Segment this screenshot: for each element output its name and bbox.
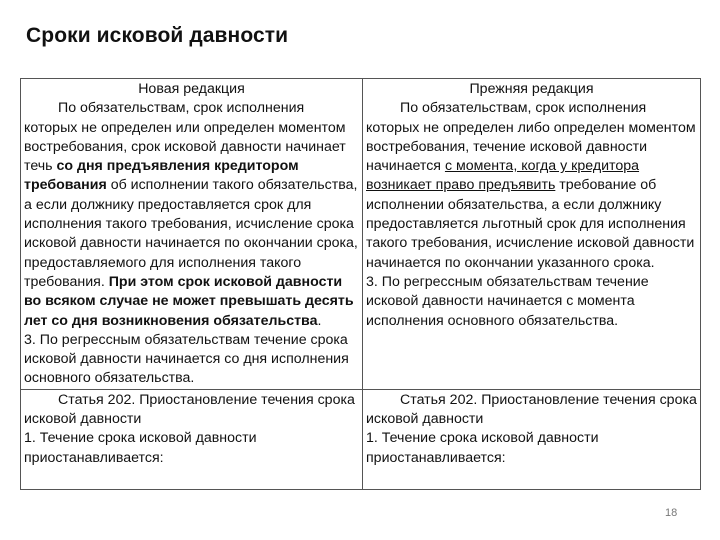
table-row bbox=[21, 389, 701, 489]
old-edition-paragraph bbox=[366, 99, 697, 273]
old-regress-paragraph: 3. По регрессным обязательствам течение исковой давности начинается с момента исполнения основного обязательства. bbox=[366, 273, 649, 329]
new-edition-header: Новая редакция bbox=[138, 81, 245, 97]
old-edition-cell bbox=[363, 79, 701, 390]
new-text-part: . bbox=[317, 312, 322, 329]
comparison-table bbox=[20, 78, 701, 490]
new-bold-phrase: со дня предъявления кредитором требования bbox=[24, 158, 299, 194]
old-edition-header: Прежняя редакция bbox=[469, 81, 594, 97]
old-underlined-phrase: с момента, когда у кредитора возникает право предъявить bbox=[366, 158, 640, 194]
old-article-202-heading: Статья 202. Приостановление течения срока исковой давности bbox=[366, 391, 697, 428]
page-number: 18 bbox=[665, 507, 678, 519]
new-article-202-item: 1. Течение срока исковой давности приостанавливается: bbox=[24, 430, 257, 466]
new-bold-limit-phrase: При этом срок исковой давности во всяком случае не может превышать десять лет со дня возникновения обязательства bbox=[24, 273, 354, 329]
old-text-part: По обязательствам, срок исполнения которых не определен либо определен моментом востребования, течение исковой давности начинается bbox=[366, 100, 696, 175]
old-text-part: требование об исполнении обязательства, а если должнику предоставляется льготный срок для исполнения такого требования, исчисление исковой давности начинается по окончании указанного срока. bbox=[366, 177, 695, 271]
new-regress-paragraph: 3. По регрессным обязательствам течение срока исковой давности начинается со дня исполнения основного обязательства. bbox=[24, 331, 349, 387]
new-article-202-cell bbox=[21, 389, 363, 489]
new-text-part: об исполнении такого обязательства, а если должнику предоставляется срок для исполнения такого требования, исчисление срока исковой давности начинается по окончании срока, предоставляемого для исполнения такого требования. bbox=[24, 177, 358, 290]
old-article-202-item: 1. Течение срока исковой давности приостанавливается: bbox=[366, 430, 599, 466]
table-row bbox=[21, 79, 701, 390]
slide-title: Сроки исковой давности bbox=[26, 24, 289, 47]
new-article-202-heading: Статья 202. Приостановление течения срока исковой давности bbox=[24, 391, 355, 428]
new-edition-cell bbox=[21, 79, 363, 390]
new-edition-paragraph bbox=[24, 99, 359, 331]
new-text-part: По обязательствам, срок исполнения которых не определен или определен моментом востребования, срок исковой давности начинает течь bbox=[24, 100, 346, 175]
old-article-202-cell bbox=[363, 389, 701, 489]
